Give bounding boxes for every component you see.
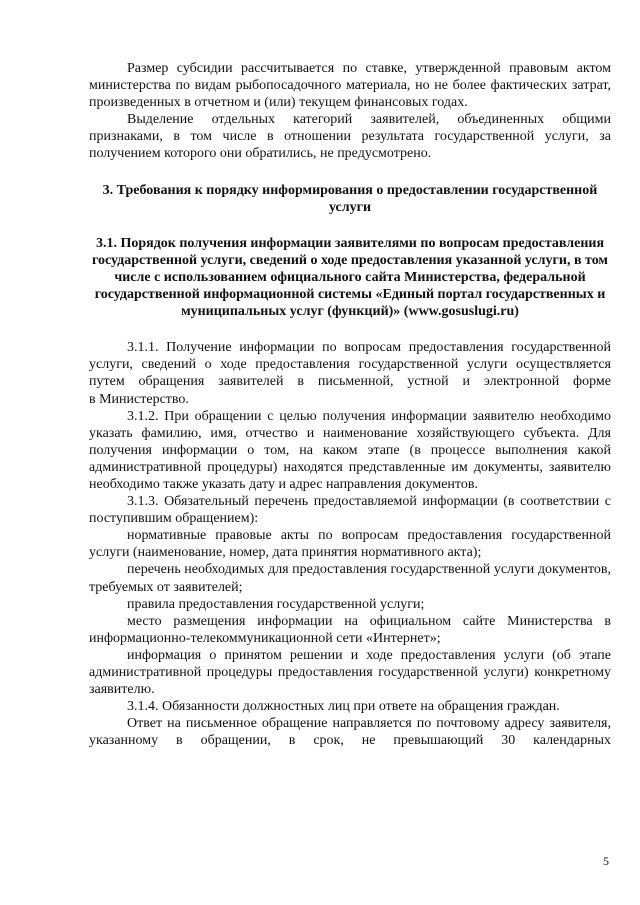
- paragraph-3-1-3: 3.1.3. Обязательный перечень предоставляемой информации (в соответствии с поступившим обращением):: [89, 494, 611, 527]
- paragraph-3-1-1-continuation: в Министерство.: [89, 391, 189, 407]
- list-item: правила предоставления государственной услуги;: [127, 596, 425, 612]
- page-number: 5: [603, 854, 609, 868]
- paragraph-3-1-2: 3.1.2. При обращении с целью получения информации заявителю необходимо указать фамилию, имя, отчество и наименование хозяйствующего субъекта. Для получения информации о том, на каком этапе (в процессе выполнения какой административной процедуры) находятся представленные им документы, заявителю необходимо также указать дату и адрес направления документов.: [89, 408, 611, 492]
- paragraph-written-response: Ответ на письменное обращение направляется по почтовому адресу заявителя, указанному в обращении, в срок, не превышающий 30 календарных: [89, 716, 611, 749]
- paragraph-subsidy-size: Размер субсидии рассчитывается по ставке, утвержденной правовым актом министерства по видам рыбопосадочного материала, но не более фактических затрат, произведенных в отчетном и (или) текущем финансовых годах.: [89, 61, 611, 111]
- paragraph-applicant-categories: Выделение отдельных категорий заявителей, объединенных общими признаками, в том числе в отношении результата государственной услуги, за получением которого они обратились, не предусмотрено.: [89, 112, 611, 162]
- document-page: [89, 60, 611, 749]
- list-item: перечень необходимых для предоставления государственной услуги документов, требуемых от заявителей;: [89, 562, 611, 595]
- list-item: место размещения информации на официальном сайте Министерства в информационно-телекоммуникационной сети «Интернет»;: [89, 613, 611, 646]
- paragraph-3-1-4: 3.1.4. Обязанности должностных лиц при ответе на обращения граждан.: [127, 699, 560, 715]
- section-heading-3: 3. Требования к порядку информирования о предоставлении государственной услуги: [102, 182, 598, 215]
- list-item: нормативные правовые акты по вопросам предоставления государственной услуги (наименование, номер, дата принятия нормативного акта);: [89, 528, 611, 561]
- list-item: информация о принятом решении и ходе предоставления услуги (об этапе административной процедуры предоставления государственной услуги) конкретному заявителю.: [89, 647, 611, 698]
- paragraph-3-1-1: 3.1.1. Получение информации по вопросам предоставления государственной услуги, сведений о ходе предоставления государственной услуги осуществляется путем обращения заявителей в письменной, устной и электронной форме: [89, 340, 611, 390]
- section-heading-3-1: 3.1. Порядок получения информации заявителями по вопросам предоставления государственной услуги, сведений о ходе предоставления указанной услуги, в том числе с использованием официального сайта Министерства, федеральной государственной информационной системы «Единый портал государственных и муниципальных услуг (функций)» (www.gosuslugi.ru): [92, 235, 608, 320]
